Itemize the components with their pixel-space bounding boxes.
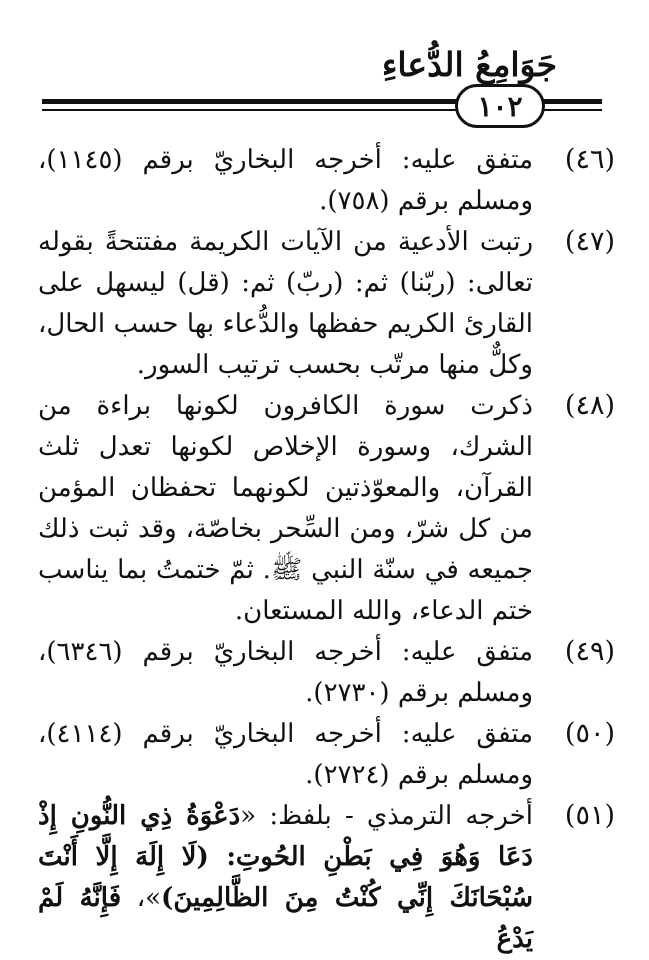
- page-number: ١٠٢: [477, 89, 523, 123]
- footnote-text: متفق عليه: أخرجه البخاريّ برقم (٦٣٤٦)، ومسلم برقم (٢٧٣٠).: [38, 637, 533, 708]
- page-header: [0, 0, 649, 140]
- hadith-quote: دَعْوَةُ ذِي النُّونِ إِذْ دَعَا وَهُوَ فِي بَطْنِ الحُوتِ: (لَا إِلَهَ إِلَّا أَنْتَ سُبْحَانَكَ إِنِّي كُنْتُ مِنَ الظَّالِمِينَ): [38, 801, 533, 913]
- footnote-number: (٤٩): [564, 636, 615, 667]
- page-number-badge: [455, 84, 545, 128]
- footnote-text: متفق عليه: أخرجه البخاريّ برقم (٤١١٤)، ومسلم برقم (٢٧٢٤).: [38, 719, 533, 790]
- footnote-number: (٤٦): [564, 144, 615, 175]
- footnote-48: [0, 386, 649, 632]
- footnote-number: (٤٧): [564, 226, 615, 257]
- footnote-text: ذكرت سورة الكافرون لكونها براءة من الشرك، وسورة الإخلاص لكونها تعدل ثلث القرآن، والمعوّذتين لكونهما تحفظان المؤمن من كل شرّ، ومن السِّحر بخاصّة، وقد ثبت ذلك جميعه في سنّة النبي ﷺ. ثمّ ختمتُ بما يناسب ختم الدعاء، والله المستعان.: [38, 391, 533, 626]
- footnote-47: [0, 222, 649, 386]
- quote-close: »،: [121, 883, 162, 913]
- footnote-text: رتبت الأدعية من الآيات الكريمة مفتتحةً بقوله تعالى: (ربّنا) ثم: (ربّ) ثم: (قل) ليسهل على القارئ الكريم حفظها والدُّعاء بها حسب الحال، وكلٌّ منها مرتّب بحسب ترتيب السور.: [38, 227, 533, 380]
- footnote-number: (٥٠): [564, 718, 615, 749]
- footnotes: [0, 140, 649, 960]
- footnote-49: [0, 632, 649, 714]
- hadith-continuation: فَإِنَّهُ لَمْ يَدْعُ: [38, 883, 533, 954]
- footnote-number: (٥١): [564, 800, 615, 831]
- footnote-intro: أخرجه الترمذي - بلفظ: «: [240, 801, 533, 831]
- footnote-51: [0, 796, 649, 960]
- footnote-50: [0, 714, 649, 796]
- footnote-number: (٤٨): [564, 390, 615, 421]
- footnote-text: [38, 796, 533, 960]
- footnote-46: [0, 140, 649, 222]
- footnote-text: متفق عليه: أخرجه البخاريّ برقم (١١٤٥)، ومسلم برقم (٧٥٨).: [38, 145, 533, 216]
- running-title: جَوَامِعُ الدُّعاءِ: [381, 45, 557, 84]
